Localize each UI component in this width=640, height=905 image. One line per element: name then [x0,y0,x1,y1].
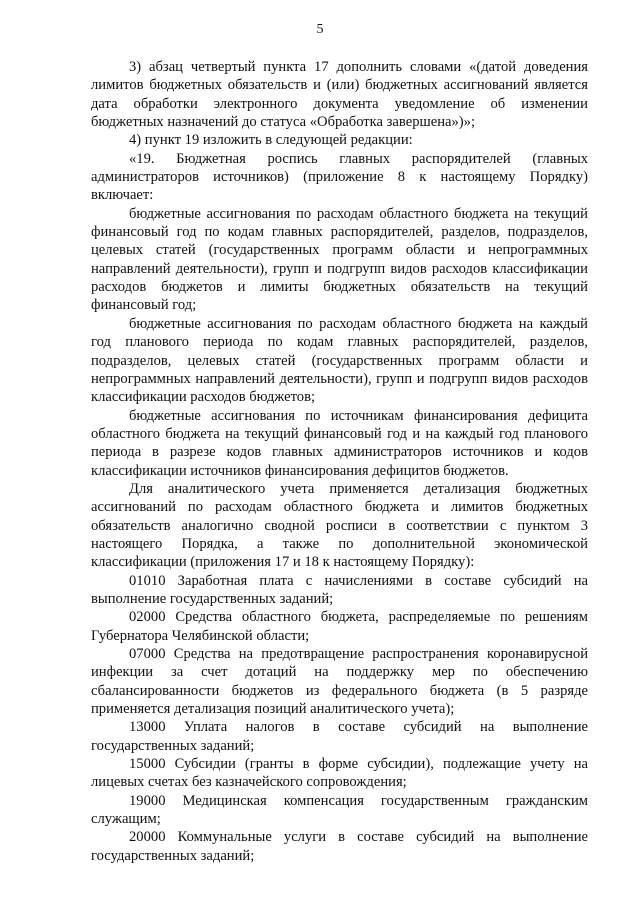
page-number: 5 [316,22,324,37]
paragraph-code-07000: 07000 Средства на предотвращение распространения коронавирусной инфекции за счет дотаций на поддержку мер по обеспечению сбалансированности бюджетов из федерального бюджета (в 5 разряде применяется детализация позиций аналитического учета); [91,646,588,718]
paragraph-clause-19-intro: «19. Бюджетная роспись главных распорядителей (главных администраторов источников) (приложение 8 к настоящему Порядку) включает: [91,150,588,204]
paragraph-code-02000: 02000 Средства областного бюджета, распределяемые по решениям Губернатора Челябинской области; [91,609,588,644]
paragraph-item-4-amendment: 4) пункт 19 изложить в следующей редакции: [129,132,413,149]
paragraph-code-13000: 13000 Уплата налогов в составе субсидий на выполнение государственных заданий; [91,719,588,754]
paragraph-code-15000: 15000 Субсидии (гранты в форме субсидии), подлежащие учету на лицевых счетах без казначейского сопровождения; [91,756,588,791]
paragraph-current-year-allocations: бюджетные ассигнования по расходам областного бюджета на текущий финансовый год по кодам главных распорядителей, разделов, подразделов, целевых статей (государственных программ области и непрограммных направлений деятельности), групп и подгрупп видов расходов классификации расходов бюджетов и лимиты бюджетных обязательств на текущий финансовый год; [91,205,588,314]
paragraph-planning-period-allocations: бюджетные ассигнования по расходам областного бюджета на каждый год планового периода по кодам главных распорядителей, разделов, подразделов, целевых статей (государственных программ области и непрограммных направлений деятельности), групп и подгрупп видов расходов классификации расходов бюджетов; [91,315,588,406]
paragraph-code-19000: 19000 Медицинская компенсация государственным гражданским служащим; [91,792,588,828]
paragraph-code-20000: 20000 Коммунальные услуги в составе субсидий на выполнение государственных заданий; [91,829,588,864]
paragraph-item-3-amendment: 3) абзац четвертый пункта 17 дополнить словами «(датой доведения лимитов бюджетных обязательств и (или) бюджетных ассигнований является дата обработки электронного документа уведомление об изменении бюджетных назначений до статуса «Обработка завершена»)»; [91,59,588,131]
paragraph-code-01010: 01010 Заработная плата с начислениями в составе субсидий на выполнение государственных заданий; [91,572,588,607]
paragraph-deficit-financing-allocations: бюджетные ассигнования по источникам финансирования дефицита областного бюджета на текущий финансовый год и на каждый год планового периода в разрезе кодов главных администраторов источников и кодов классификации источников финансирования дефицитов бюджетов. [91,407,588,479]
document-body [91,58,588,865]
paragraph-analytical-accounting: Для аналитического учета применяется детализация бюджетных ассигнований по расходам областного бюджета и лимитов бюджетных обязательств аналогично сводной росписи в соответствии с пунктом 3 настоящего Порядка, а также по дополнительной экономической классификации (приложения 17 и 18 к настоящему Порядку): [91,480,588,571]
